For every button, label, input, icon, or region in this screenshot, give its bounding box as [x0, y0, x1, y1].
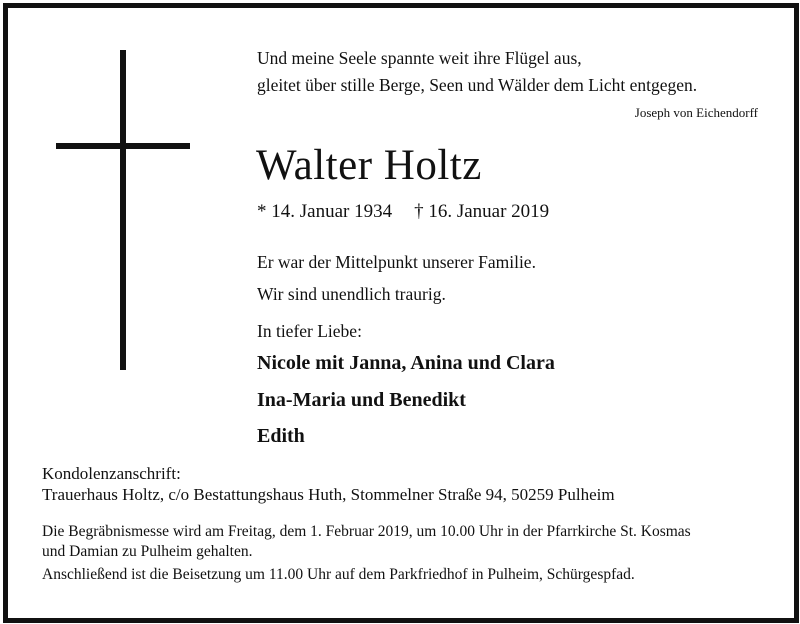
poem-author: Joseph von Eichendorff	[634, 105, 758, 120]
message-intro: In tiefer Liebe:	[257, 321, 362, 341]
poem-line-2: gleitet über stille Berge, Seen und Wälder dem Licht entgegen.	[257, 75, 698, 95]
family-member: Nicole mit Janna, Anina und Clara	[257, 352, 555, 374]
condolence-address: Trauerhaus Holtz, c/o Bestattungshaus Huth, Stommelner Straße 94, 50259 Pulheim	[42, 485, 615, 504]
funeral-info-line-1: Die Begräbnismesse wird am Freitag, dem 1. Februar 2019, um 10.00 Uhr in der Pfarrkirche St. Kosmas	[42, 523, 691, 540]
life-dates	[257, 201, 549, 223]
deceased-name: Walter Holtz	[256, 142, 482, 189]
funeral-info-line-2: und Damian zu Pulheim gehalten.	[42, 543, 253, 560]
message-line-2: Wir sind unendlich traurig.	[257, 284, 446, 304]
death-date: † 16. Januar 2019	[414, 201, 550, 222]
message-line-1: Er war der Mittelpunkt unserer Familie.	[257, 252, 536, 272]
funeral-info-line-3: Anschließend ist die Beisetzung um 11.00 Uhr auf dem Parkfriedhof in Pulheim, Schürgespfad.	[42, 566, 635, 583]
poem-line-1: Und meine Seele spannte weit ihre Flügel aus,	[257, 48, 582, 68]
condolence-label: Kondolenzanschrift:	[42, 464, 181, 483]
cross-icon	[120, 50, 126, 370]
family-member: Edith	[257, 425, 305, 447]
cross-icon-bar	[56, 143, 190, 149]
birth-date: * 14. Januar 1934	[257, 201, 393, 222]
family-member: Ina-Maria und Benedikt	[257, 389, 466, 411]
